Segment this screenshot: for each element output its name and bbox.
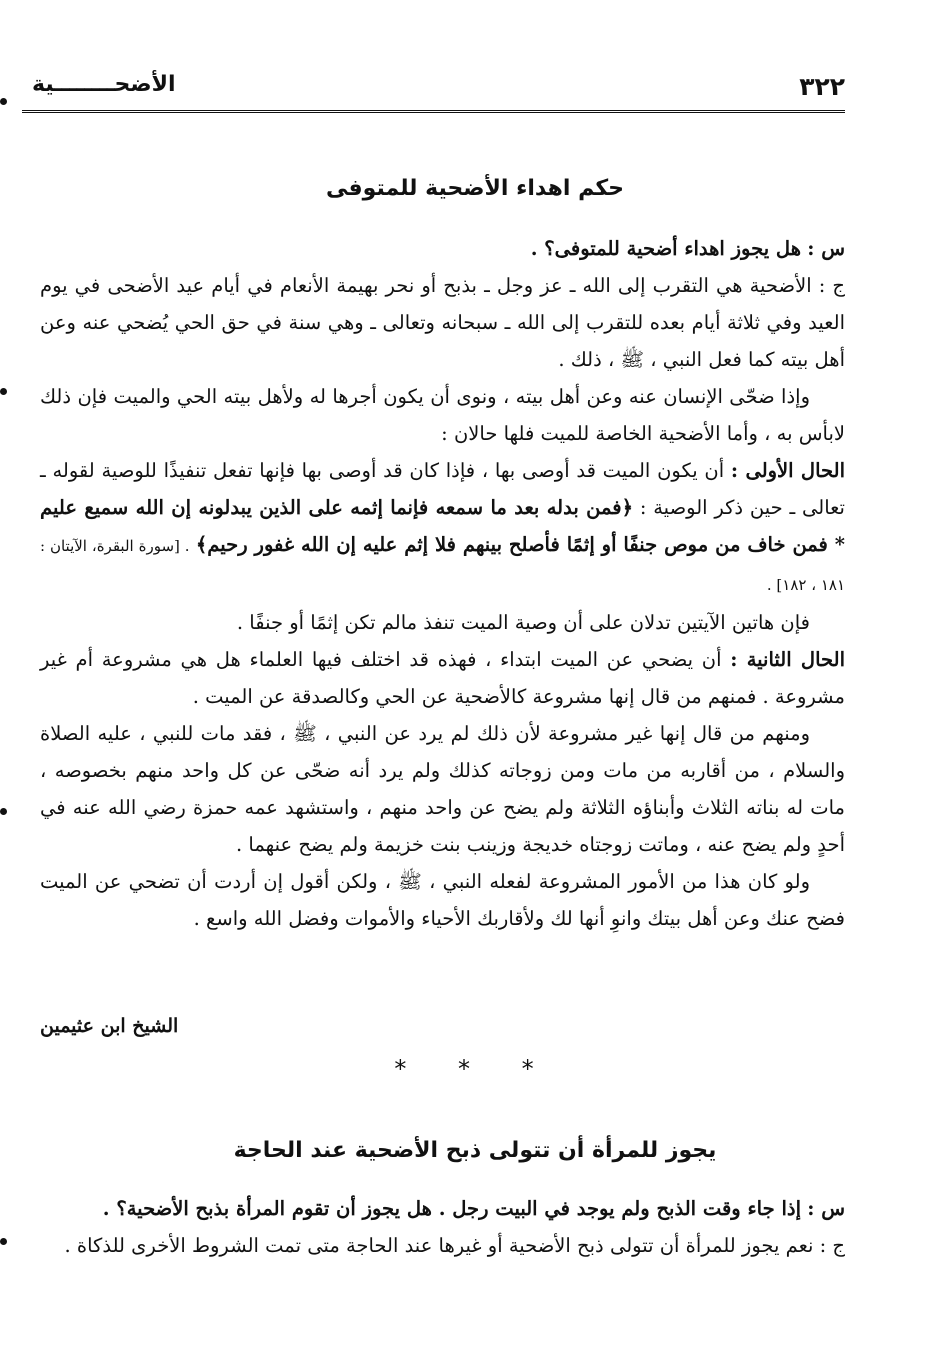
answer-text: الأضحية هي التقرب إلى الله ـ عز وجل ـ بذبح أو نحر بهيمة الأنعام في أيام عيد الأضحى في يوم العيد وفي ثلاثة أيام بعده للتقرب إلى الله ـ سبحانه وتعالى ـ وهي سنة في حق الحي يُضحي عنه وعن أهل بيته كما فعل النبي ، ﷺ ، ذلك . (40, 274, 845, 371)
question-prefix: س : (807, 237, 845, 260)
section-separator: * * * (394, 1055, 556, 1083)
question (40, 230, 845, 267)
quran-verse: ﴿فمن بدله بعد ما سمعه فإنما إثمه على الذين يبدلونه إن الله سميع عليم * فمن خاف من موص جنفًا أو إثمًا فأصلح بينهم فلا إثم عليه إن الله غفور رحيم﴾ (40, 496, 846, 556)
paragraph: ولو كان هذا من الأمور المشروعة لفعله النبي ، ﷺ ، ولكن أقول إن أردت أن تضحي عن الميت فضح عنك وعن أهل بيتك وانوِ أنها لك ولأقاربك الأحياء والأموات وفضل الله واسع . (40, 870, 845, 930)
question-prefix: س : (807, 1197, 845, 1220)
question-text: إذا جاء وقت الذبح ولم يوجد في البيت رجل . هل يجوز أن تقوم المرأة بذبح الأضحية؟ . (102, 1197, 801, 1220)
case-one-label: الحال الأولى : (730, 459, 845, 482)
page-header (22, 70, 845, 113)
answer (40, 267, 845, 378)
margin-dot (0, 388, 7, 395)
margin-dot (0, 808, 7, 815)
case-two-label: الحال الثانية : (730, 648, 845, 671)
paragraph: فإن هاتين الآيتين تدلان على أن وصية الميت تنفذ مالم تكن إثمًا أو جنفًا . (236, 611, 810, 634)
page-number: ٣٢٢ (799, 72, 845, 101)
answer-text: نعم يجوز للمرأة أن تتولى ذبح الأضحية أو غيرها عند الحاجة متى تمت الشروط الأخرى للذكاة . (64, 1234, 814, 1257)
case-one-text: أن يكون الميت قد أوصى بها ، فإذا كان قد أوصى بها فإنها تفعل تنفيذًا للوصية لقوله ـ تعالى ـ حين ذكر الوصية : (40, 459, 845, 519)
section-title: يجوز للمرأة أن تتولى ذبح الأضحية عند الحاجة (233, 1138, 717, 1163)
author-signature: الشيخ ابن عثيمين (40, 1015, 179, 1037)
section-body (40, 1190, 845, 1264)
question-text: هل يجوز اهداء أضحية للمتوفى؟ . (530, 237, 801, 260)
paragraph: ومنهم من قال إنها غير مشروعة لأن ذلك لم يرد عن النبي ، ﷺ ، فقد مات للنبي ، عليه الصلاة والسلام ، من أقاربه من مات ومن زوجاته كذلك ولم يرد أنه ضحّى عن كل واحد منهم بخصوصه ، مات له بناته الثلاث وأبناؤه الثلاثة ولم يضح عن واحد منهم ، واستشهد عمه حمزة رضي الله عنه في أحدٍ ولم يضح عنه ، وماتت زوجتاه خديجة وزينب بنت خزيمة ولم يضح عنهما . (40, 722, 845, 856)
margin-dot (0, 98, 7, 105)
section-title: حكم اهداء الأضحية للمتوفى (326, 176, 624, 201)
section-body (40, 230, 845, 937)
case-two-text: أن يضحي عن الميت ابتداء ، فهذه قد اختلف فيها العلماء هل هي مشروعة أم غير مشروعة . فمنهم من قال إنها مشروعة كالأضحية عن الحي وكالصدقة عن الميت . (40, 648, 845, 708)
paragraph: وإذا ضحّى الإنسان عنه وعن أهل بيته ، ونوى أن يكون أجرها له ولأهل بيته الحي والميت فإن ذلك لابأس به ، وأما الأضحية الخاصة للميت فلها حالان : (40, 385, 845, 445)
running-title: الأضحــــــــية (32, 72, 176, 97)
case-two (40, 641, 845, 715)
answer-prefix: ج : (819, 1234, 845, 1257)
answer (40, 1227, 845, 1264)
verse-reference: . [سورة البقرة، الآيتان : ١٨١ ، ١٨٢] . (40, 537, 845, 594)
margin-dot (0, 1238, 7, 1245)
case-one (40, 452, 845, 604)
question (40, 1190, 845, 1227)
answer-prefix: ج : (818, 274, 845, 297)
